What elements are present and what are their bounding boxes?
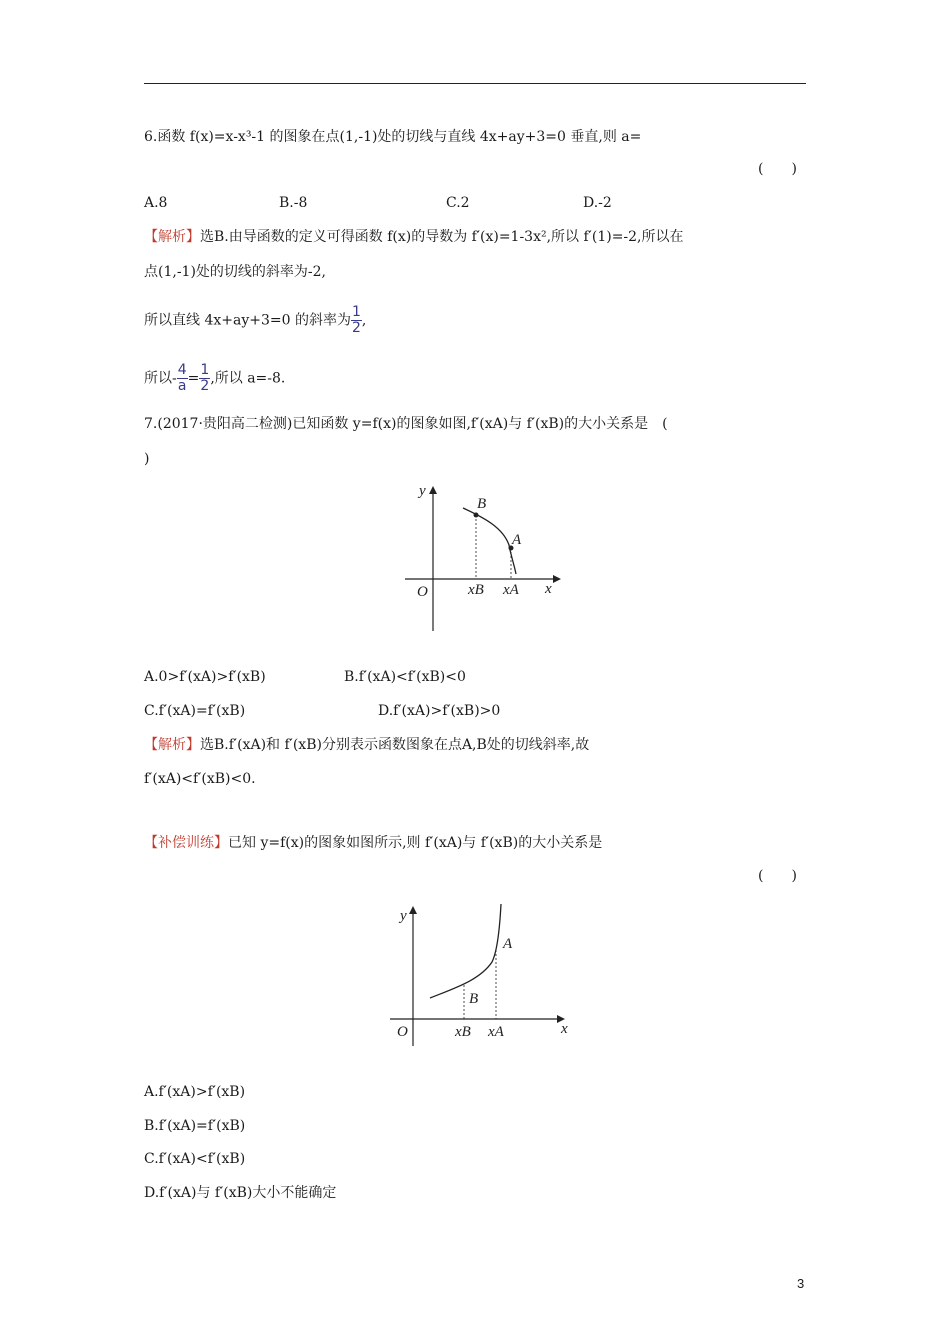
q7-analysis-line-2: f′(xA)<f′(xB)<0. (144, 771, 256, 787)
y-axis-label: y (419, 483, 426, 499)
q7-function-graph (395, 478, 565, 638)
supp-option-d: D.f′(xA)与 f′(xB)大小不能确定 (144, 1185, 337, 1201)
fraction-denominator: a (177, 378, 187, 394)
analysis-tag: 【解析】 (144, 229, 200, 245)
supp-tag: 【补偿训练】 (144, 835, 228, 851)
fraction-four-over-a (177, 363, 188, 394)
function-curve (463, 508, 516, 574)
q7-option-b: B.f′(xA)<f′(xB)<0 (344, 669, 466, 685)
origin-label: O (397, 1024, 408, 1040)
fraction-one-half (351, 305, 362, 336)
q6-option-d: D.-2 (583, 195, 612, 211)
supp-answer-paren: ( ) (758, 868, 797, 884)
q6-stem: 6.函数 f(x)=x-x³-1 的图象在点(1,-1)处的切线与直线 4x+ay+3=0 垂直,则 a= (144, 129, 642, 145)
q7-stem-line-2: ) (144, 451, 150, 467)
xa-tick-label: xA (488, 1024, 504, 1040)
q6-analysis-text-4-pre: 所以- (144, 370, 177, 387)
q6-analysis-line-2: 点(1,-1)处的切线的斜率为-2, (144, 264, 327, 280)
point-b-label: B (477, 496, 487, 512)
q6-options (144, 193, 612, 213)
q6-analysis-text-4-end: ,所以 a=-8. (210, 370, 286, 387)
header-rule (144, 83, 806, 84)
fraction-numerator: 1 (351, 304, 361, 320)
supp-stem (144, 833, 602, 853)
fraction-denominator: 2 (200, 378, 210, 394)
q6-option-b: B.-8 (279, 195, 308, 211)
y-axis-arrow-icon (409, 906, 417, 914)
supp-option-b: B.f′(xA)=f′(xB) (144, 1118, 246, 1134)
q7-options-row-1 (144, 667, 466, 687)
fraction-numerator: 4 (177, 362, 187, 378)
origin-label: O (417, 584, 428, 600)
q7-option-d: D.f′(xA)>f′(xB)>0 (378, 703, 501, 719)
fraction-one-half (199, 363, 210, 394)
x-axis-label: x (561, 1021, 568, 1037)
q6-answer-paren: ( ) (758, 161, 797, 177)
q7-analysis-text-1: 选B.f′(xA)和 f′(xB)分别表示函数图象在点A,B处的切线斜率,故 (200, 737, 590, 753)
xa-tick-label: xA (503, 582, 519, 598)
q6-analysis-text-1: 选B.由导函数的定义可得函数 f(x)的导数为 f′(x)=1-3x²,所以 f′(1)=-2,所以在 (200, 229, 684, 245)
q6-option-a: A.8 (144, 195, 168, 211)
fraction-numerator: 1 (200, 362, 210, 378)
equals-sign: = (187, 370, 200, 387)
supp-stem-text: 已知 y=f(x)的图象如图所示,则 f′(xA)与 f′(xB)的大小关系是 (228, 835, 603, 851)
xb-tick-label: xB (468, 582, 484, 598)
q6-analysis-line-3 (144, 305, 366, 336)
y-axis-arrow-icon (429, 486, 437, 494)
q6-analysis-text-3-end: , (361, 312, 367, 329)
point-b-label: B (469, 991, 479, 1007)
point-b-dot (474, 513, 479, 518)
q7-option-a: A.0>f′(xA)>f′(xB) (144, 669, 266, 685)
q6-analysis-text-3: 所以直线 4x+ay+3=0 的斜率为 (144, 312, 351, 329)
q7-options-row-2 (144, 701, 500, 721)
analysis-tag: 【解析】 (144, 737, 200, 753)
supp-option-a: A.f′(xA)>f′(xB) (144, 1084, 246, 1100)
point-a-label: A (503, 936, 513, 952)
x-axis-label: x (545, 581, 552, 597)
q6-analysis-line-1 (144, 227, 684, 247)
page-number: 3 (797, 1276, 805, 1291)
supp-option-c: C.f′(xA)<f′(xB) (144, 1151, 246, 1167)
supp-function-graph (385, 898, 575, 1050)
fraction-denominator: 2 (351, 320, 361, 336)
x-axis-arrow-icon (553, 575, 561, 583)
point-a-label: A (512, 532, 522, 548)
q6-option-c: C.2 (446, 195, 470, 211)
xb-tick-label: xB (455, 1024, 471, 1040)
function-curve (430, 904, 501, 998)
y-axis-label: y (400, 908, 407, 924)
q7-stem-line-1: 7.(2017·贵阳高二检测)已知函数 y=f(x)的图象如图,f′(xA)与 f′(xB)的大小关系是 ( (144, 416, 668, 432)
q7-option-c: C.f′(xA)=f′(xB) (144, 703, 246, 719)
q7-analysis-line-1 (144, 735, 589, 755)
q6-analysis-line-4 (144, 363, 285, 394)
